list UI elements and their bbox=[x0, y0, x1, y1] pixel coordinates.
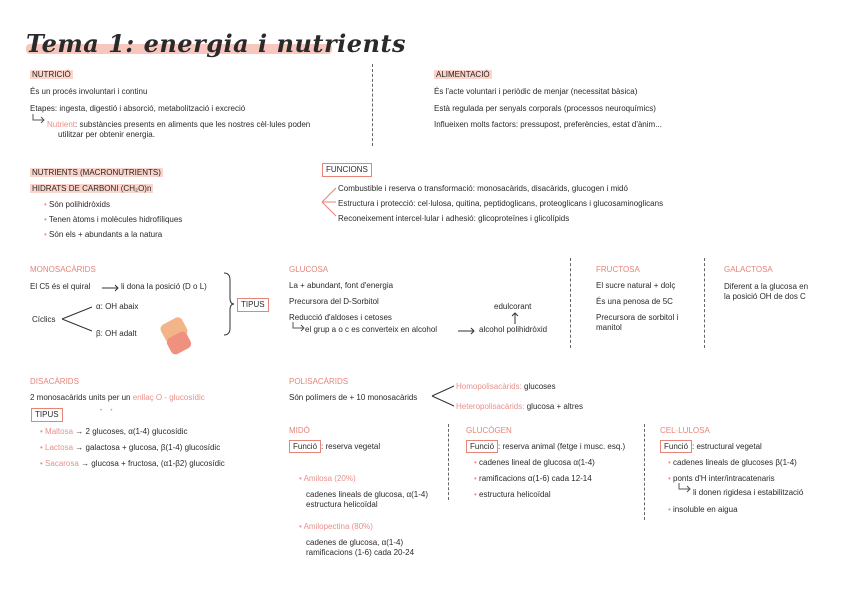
fructosa-line-1: El sucre natural + dolç bbox=[596, 281, 676, 290]
amilopectina-line-2: ramificacions (1-6) cada 20-24 bbox=[306, 548, 415, 557]
alfa-label: α: OH abaix bbox=[96, 302, 139, 311]
glucogen-bullet-1: • cadenes lineal de glucosa α(1-4) bbox=[474, 458, 595, 467]
glucosa-line-4: el grup a o c es converteix en alcohol bbox=[305, 325, 438, 334]
amilosa-label: • Amilosa (20%) bbox=[299, 474, 356, 483]
funcions-brace-icon bbox=[320, 180, 338, 222]
nutrient-definition: Nutrient: substàncies presents en aliments que les nostres cèl·lules poden bbox=[47, 120, 311, 129]
mido-funcio: Funció : reserva vegetal bbox=[289, 442, 380, 452]
monosacarids-line-1b: li dona la posició (D o L) bbox=[121, 282, 207, 291]
glucogen-funcio: Funció : reserva animal (fetge i musc. esq.) bbox=[466, 442, 625, 452]
beta-label: β: OH adalt bbox=[96, 329, 137, 338]
nutrients-bullet-1: • Són polihidròxids bbox=[44, 200, 110, 209]
nutrients-heading: NUTRIENTS (MACRONUTRIENTS) bbox=[32, 168, 161, 177]
divider-vertical-4 bbox=[448, 424, 449, 500]
disacarids-line-1: 2 monosacàrids units per un enllaç O - glucosídic bbox=[30, 393, 205, 402]
heteropolisacarids: Heteropolisacàrids: glucosa + altres bbox=[456, 402, 583, 411]
funcio-1: Combustible i reserva o transformació: monosacàrids, disacàrids, glucogen i midó bbox=[338, 184, 628, 193]
glucosa-line-2: Precursora del D-Sorbitol bbox=[289, 297, 379, 306]
monosacarids-line-1: El C5 és el quiral bbox=[30, 282, 91, 291]
polisacarids-branch-icon bbox=[432, 384, 456, 408]
glucosa-arrow-icon bbox=[292, 322, 306, 332]
glucogen-heading: GLUCÒGEN bbox=[466, 426, 512, 435]
funcio-2: Estructura i protecció: cel·lulosa, quitina, peptidoglicans, proteoglicans i glucosaminoglicans bbox=[338, 199, 664, 208]
disacarids-heading: DISACÀRIDS bbox=[30, 377, 79, 386]
alimentacio-heading: ALIMENTACIÓ bbox=[436, 70, 490, 79]
cellulosa-bullet-2b: li donen rigidesa i estabilització bbox=[693, 488, 804, 497]
glucosa-heading: GLUCOSA bbox=[289, 265, 329, 274]
lactosa-item: • Lactosa → galactosa + glucosa, β(1-4) glucosídic bbox=[40, 443, 221, 452]
decor-dots: • • bbox=[100, 408, 113, 414]
di-tipus-box: TIPUS bbox=[31, 408, 63, 422]
cellulosa-bullet-2: • ponts d'H inter/intracatenaris bbox=[668, 474, 775, 483]
sacarosa-item: • Sacarosa → glucosa + fructosa, (α1-β2) glucosídic bbox=[40, 459, 225, 468]
divider-vertical-2 bbox=[570, 258, 571, 348]
alimentacio-line-3: Influeixen molts factors: pressupost, preferències, estat d'ànim... bbox=[434, 120, 662, 129]
polisacarids-line-1: Són polímers de + 10 monosacàrids bbox=[289, 393, 418, 402]
amilosa-line-2: estructura helicoïdal bbox=[306, 500, 378, 509]
cellulosa-funcio: Funció : estructural vegetal bbox=[660, 442, 762, 452]
galactosa-line-1: Diferent a la glucosa en bbox=[724, 282, 809, 291]
fructosa-line-2: És una penosa de 5C bbox=[596, 297, 673, 306]
glucosa-line-3: Reducció d'aldoses i cetoses bbox=[289, 313, 392, 322]
amilopectina-line-1: cadenes de glucosa, α(1-4) bbox=[306, 538, 404, 547]
nutrients-bullet-3: • Són els + abundants a la natura bbox=[44, 230, 163, 239]
arrow-right-icon-2 bbox=[458, 328, 476, 334]
nutricio-line-1: És un procés involuntari i continu bbox=[30, 87, 148, 96]
nutrient-definition-2: utilitzar per obtenir energia. bbox=[58, 130, 155, 139]
ciclics-branch-icon bbox=[62, 305, 94, 333]
funcio-3: Reconeixement intercel·lular i adhesió: glicoproteïnes i glicolípids bbox=[338, 214, 570, 223]
fructosa-line-4: manitol bbox=[596, 323, 622, 332]
polisacarids-heading: POLISACÀRIDS bbox=[289, 377, 349, 386]
homopolisacarids: Homopolisacàrids: glucoses bbox=[456, 382, 556, 391]
amilopectina-label: • Amilopectina (80%) bbox=[299, 522, 373, 531]
monosacarids-heading: MONOSACÀRIDS bbox=[30, 265, 96, 274]
tipus-brace-icon bbox=[222, 272, 236, 336]
divider-vertical-5 bbox=[644, 424, 645, 520]
glucogen-bullet-2: • ramificacions α(1-6) cada 12-14 bbox=[474, 474, 592, 483]
glucogen-bullet-3: • estructura helicoïdal bbox=[474, 490, 551, 499]
cellulosa-arrow-icon bbox=[678, 483, 692, 493]
maltosa-item: • Maltosa → 2 glucoses, α(1-4) glucosídic bbox=[40, 427, 188, 436]
funcions-box: FUNCIONS bbox=[322, 163, 372, 177]
nutrients-bullet-2: • Tenen àtoms i molècules hidrofíliques bbox=[44, 215, 183, 224]
cellulosa-bullet-1: • cadenes lineals de glucoses β(1-4) bbox=[668, 458, 797, 467]
nutricio-line-2: Etapes: ingesta, digestió i absorció, metabolització i excreció bbox=[30, 104, 246, 113]
fructosa-line-3: Precursora de sorbitol i bbox=[596, 313, 679, 322]
glucosa-line-4b: alcohol polihidròxid bbox=[479, 325, 548, 334]
glucosa-line-1: La + abundant, font d'energia bbox=[289, 281, 394, 290]
galactosa-heading: GALACTOSA bbox=[724, 265, 773, 274]
nutrient-arrow-icon bbox=[32, 114, 46, 124]
nutricio-heading: NUTRICIÓ bbox=[32, 70, 71, 79]
amilosa-line-1: cadenes lineals de glucosa, α(1-4) bbox=[306, 490, 429, 499]
arrow-up-icon bbox=[512, 312, 518, 324]
divider-vertical-1 bbox=[372, 64, 373, 146]
galactosa-line-2: la posició OH de dos C bbox=[724, 292, 806, 301]
mono-tipus-box: TIPUS bbox=[237, 298, 269, 312]
mido-heading: MIDÓ bbox=[289, 426, 310, 435]
alimentacio-line-1: És l'acte voluntari i periòdic de menjar (necessitat bàsica) bbox=[434, 87, 638, 96]
arrow-right-icon bbox=[102, 285, 120, 291]
cellulosa-bullet-3: • insoluble en aigua bbox=[668, 505, 738, 514]
alimentacio-line-2: Està regulada per senyals corporals (processos neuroquímics) bbox=[434, 104, 656, 113]
divider-vertical-3 bbox=[704, 258, 705, 348]
page-title: Tema 1: energia i nutrients bbox=[26, 29, 407, 58]
edulcorant-label: edulcorant bbox=[494, 302, 532, 311]
cellulosa-heading: CEL·LULOSA bbox=[660, 426, 710, 435]
fructosa-heading: FRUCTOSA bbox=[596, 265, 640, 274]
hidrats-heading: HIDRATS DE CARBONI (CH₂O)n bbox=[32, 184, 152, 193]
ciclics-label: Cíclics bbox=[32, 315, 56, 324]
